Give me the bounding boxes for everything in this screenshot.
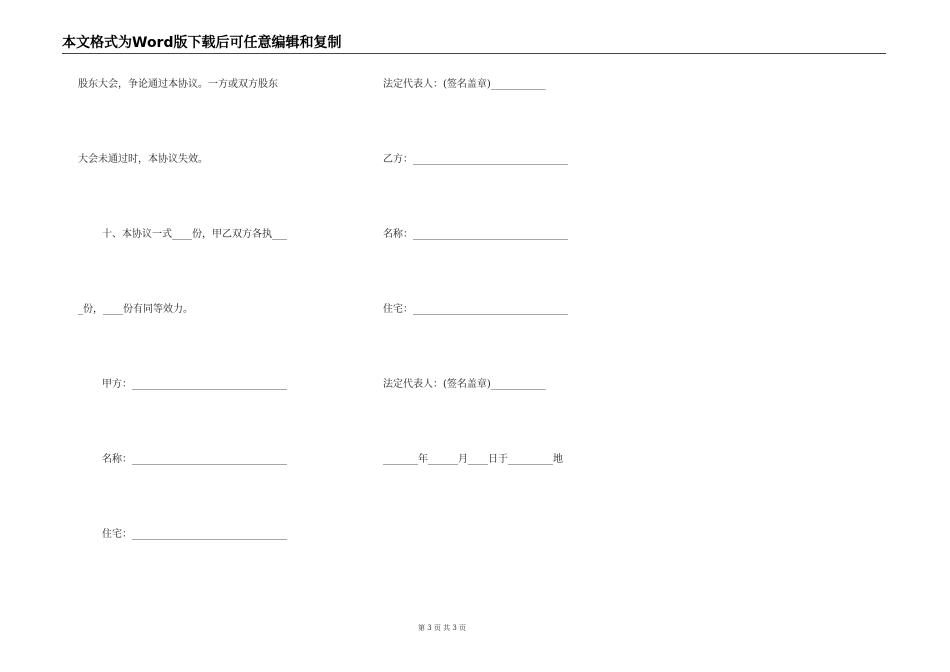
left-line-1: 股东大会，争论通过本协议。一方或双方股东 [78, 79, 278, 90]
party-b-residence-field: 住宅：_______________________________ [383, 304, 568, 315]
party-a-residence-field: 住宅：_______________________________ [102, 529, 287, 540]
left-line-3: 十、本协议一式____份，甲乙双方各执___ [102, 229, 287, 240]
left-line-4: _份，____份有同等效力。 [78, 304, 193, 315]
party-b-field: 乙方：_______________________________ [383, 154, 568, 165]
party-b-name-field: 名称：_______________________________ [383, 229, 568, 240]
header-rule [62, 53, 886, 54]
page-number: 第 3 页 共 3 页 [417, 624, 467, 632]
signing-date-place-field: _______年______月____日于_________地 [383, 454, 563, 465]
party-a-field: 甲方：_______________________________ [102, 379, 287, 390]
left-line-2: 大会未通过时，本协议失效。 [78, 154, 208, 165]
header-title: 本文格式为Word版下载后可任意编辑和复制 [62, 35, 342, 51]
party-a-name-field: 名称：_______________________________ [102, 454, 287, 465]
party-b-legal-rep-field: 法定代表人：(签名盖章)___________ [383, 379, 546, 390]
party-a-legal-rep-field: 法定代表人：(签名盖章)___________ [383, 79, 546, 90]
